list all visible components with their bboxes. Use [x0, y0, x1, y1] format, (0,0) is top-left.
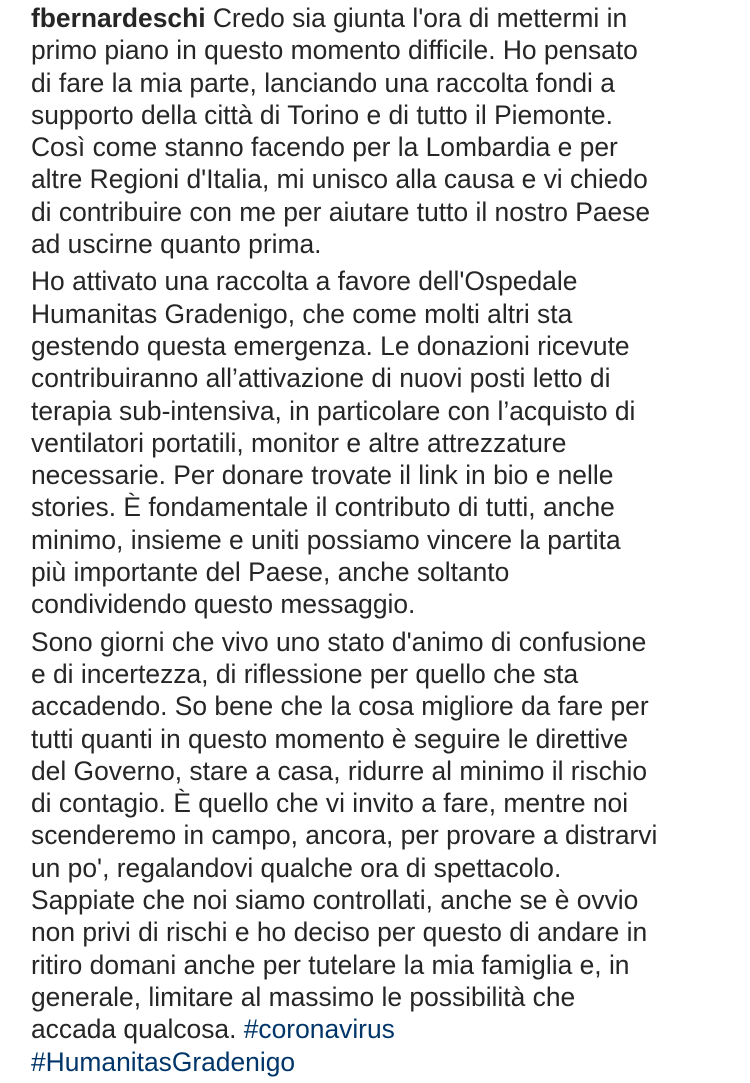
hashtag-humanitas-gradenigo[interactable]: #HumanitasGradenigo — [31, 1046, 296, 1077]
post-caption — [31, 2, 736, 1083]
caption-paragraph-1 — [31, 2, 736, 260]
caption-text-3: Sono giorni che vivo uno stato d'animo di confusione e di incertezza, di riflessione per quello che sta accadendo. So bene che la cosa migliore da fare per tutti quanti in questo momento è seguire le direttive del Governo, stare a casa, ridurre al minimo il rischio di contagio. È quello che vi invito a fare, mentre noi scenderemo in campo, ancora, per provare a distrarvi un po', regalandovi qualche ora di spettacolo. Sappiate che noi siamo controllati, anche se è ovvio non privi di rischi e ho deciso per questo di andare in ritiro domani anche per tutelare la mia famiglia e, in generale, limitare al massimo le possibilità che accada qualcosa. — [31, 626, 658, 1045]
caption-text-1: Credo sia giunta l'ora di mettermi in primo piano in questo momento difficile. Ho pensato di fare la mia parte, lanciando una raccolta fondi a supporto della città di Torino e di tutto il Piemonte. Così come stanno facendo per la Lombardia e per altre Regioni d'Italia, mi unisco alla causa e vi chiedo di contribuire con me per aiutare tutto il nostro Paese ad uscirne quanto prima. — [31, 3, 651, 260]
caption-paragraph-2 — [31, 265, 736, 620]
caption-text-2: Ho attivato una raccolta a favore dell'Ospedale Humanitas Gradenigo, che come molti altri sta gestendo questa emergenza. Le donazioni ricevute contribuiranno all’attivazione di nuovi posti letto di terapia sub-intensiva, in particolare con l’acquisto di ventilatori portatili, monitor e altre attrezzature necessarie. Per donare trovate il link in bio e nelle stories. È fondamentale il contributo di tutti, anche minimo, insieme e uniti possiamo vincere la partita più importante del Paese, anche soltanto condividendo questo messaggio. — [31, 266, 636, 620]
username-link[interactable]: fbernardeschi — [31, 3, 206, 33]
caption-paragraph-3 — [31, 626, 736, 1078]
hashtag-coronavirus[interactable]: #coronavirus — [243, 1014, 395, 1045]
